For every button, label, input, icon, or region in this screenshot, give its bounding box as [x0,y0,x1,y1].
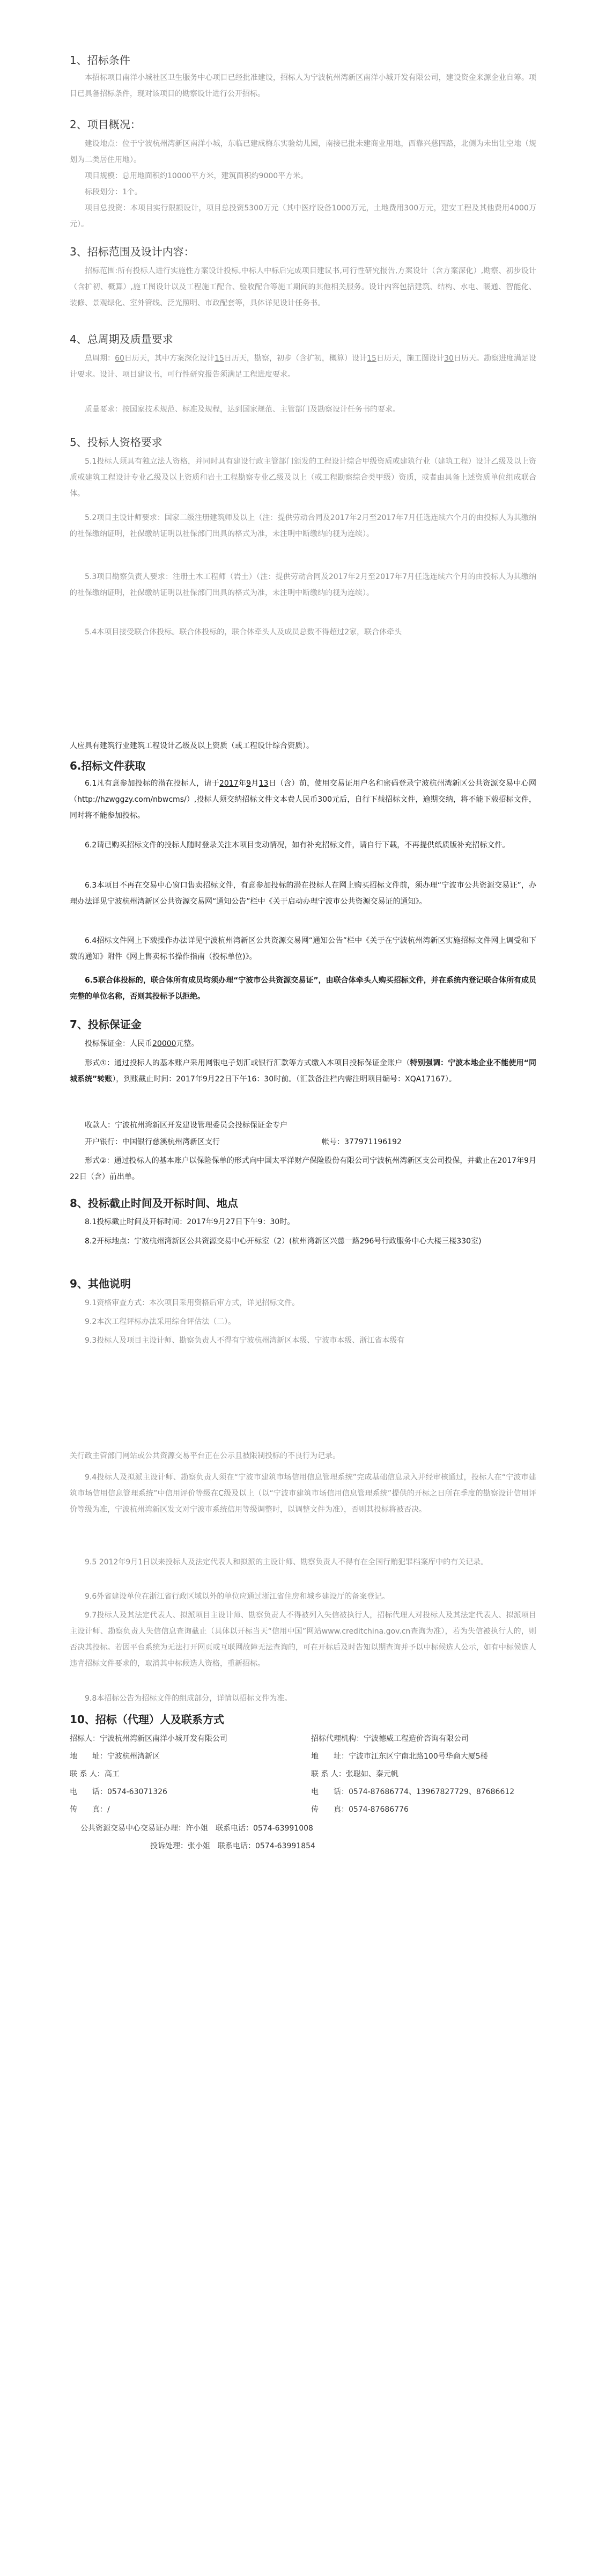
section-9-2: 9.2本次工程评标办法采用综合评估法（二）。 [85,1318,236,1326]
deadline-day: 13 [258,779,269,788]
section-6-title: 6.招标文件获取 [70,759,146,772]
section-3-scope: 招标范围:所有投标人进行实施性方案设计投标,中标人中标后完成项目建议书,可行性研究报告,方案设计（含方案深化）,勘察、初步设计（含扩初、概算）,施工图设计以及工程施工配合、验收配合等施工期间的其他相关服务。设计内容包括建筑、结构、水电、暖通、智能化、装修、景观绿化、室外管线、泛光照明、市政配套等，具体详见设计任务书。 [70,267,536,308]
deposit-account-number: 帐号：377971196192 [322,1138,402,1146]
contact-row-fax [70,1802,536,1818]
section-8-title: 8、投标截止时间及开标时间、地点 [70,1197,238,1210]
section-8-2: 8.2开标地点：宁波杭州湾新区公共资源交易中心开标室（2）(杭州湾新区兴慈一路296号行政服务中心大楼三楼330室) [85,1237,482,1246]
section-9-6: 9.6外省建设单位在浙江省行政区域以外的单位应通过浙江省住房和城乡建设厅的备案登记。 [85,1592,390,1601]
construction-days: 30 [444,354,454,363]
section-4-quality: 质量要求：按国家技术规范、标准及规程，达到国家规范、主管部门及勘察设计任务书的要求。 [85,405,400,414]
section-5-1: 5.1投标人须具有独立法人资格，并同时具有建设行政主管部门颁发的工程设计综合甲级资质或建筑行业（建筑工程）设计乙级及以上资质或建筑工程设计专业乙级及以上资质和岩土工程勘察专业乙级及以上（或工程勘察综合类甲级）资质，或者由具备上述资质单位组成联合体。 [70,457,536,498]
contact-row-complaints [70,1838,536,1854]
tenderer-address: 地 址：宁波杭州湾新区 [70,1752,160,1761]
contact-row-address [70,1748,536,1765]
transfer-warning: 特别强调：宁波本地企业不能使用“同城系统”转账 [70,1059,536,1084]
tenderer-contact: 联 系 人：高工 [70,1770,120,1779]
deposit-bank: 开户银行：中国银行慈溪杭州湾新区支行 [85,1138,220,1146]
agency-name: 招标代理机构：宁波德威工程造价咨询有限公司 [311,1735,469,1743]
section-6-4: 6.4招标文件网上下载操作办法详见宁波杭州湾新区公共资源交易网“通知公告”栏中《关于在宁波杭州湾新区实施招标文件网上调受和下载的通知》附件《网上售卖标书操作指南（投标单位)》。 [70,936,536,961]
deadline-year: 2017 [219,779,239,788]
section-2-scale: 项目规模：总用地面积约10000平方米，建筑面积约9000平方米。 [85,172,308,180]
contact-row-phone [70,1784,536,1800]
section-5-2: 5.2项目主设计师要求：国家二级注册建筑师及以上（注：提供劳动合同及2017年2月至2017年7月任选连续六个月的由投标人为其缴纳的社保缴纳证明，社保缴纳证明以社保部门出具的格式为准，未注明中断缴纳的视为连续）。 [70,514,536,538]
exchange-center-contact: 公共资源交易中心交易证办理：许小姐 联系电话：0574-63991008 [80,1824,313,1833]
section-3-title: 3、招标范围及设计内容： [70,245,195,258]
section-6-3: 6.3本项目不再在交易中心窗口售卖招标文件，有意参加投标的潜在投标人在网上购买招标文件前，须办理“宁波市公共资源交易证”，办理办法详见宁波杭州湾新区公共资源交易网“通知公告”栏中《关于启动办理宁波市公共资源交易证的通知》。 [70,881,536,906]
deposit-account-name: 收款人：宁波杭州湾新区开发建设管理委员会投标保证金专户 [85,1121,287,1130]
deposit-amount: 20000 [152,1040,176,1048]
section-1-text: 本招标项目南洋小城社区卫生服务中心项目已经批准建设，招标人为宁波杭州湾新区南洋小城开发有限公司，建设资金来源企业自筹。项目已具备招标条件，现对该项目的勘察设计进行公开招标。 [70,74,536,98]
section-10-title: 10、招标（代理）人及联系方式 [70,1713,224,1726]
tenderer-fax: 传 真：/ [70,1805,110,1814]
tenderer-name: 招标人：宁波杭州湾新区南洋小城开发有限公司 [70,1735,227,1743]
section-9-title: 9、其他说明 [70,1277,131,1290]
section-5-4a: 5.4本项目接受联合体投标。联合体投标的，联合体牵头人及成员总数不得超过2家，联合体牵头 [85,628,402,636]
section-4-title: 4、总周期及质量要求 [70,333,173,346]
total-days: 60 [115,354,124,363]
scheme-days: 15 [215,354,224,363]
section-6-2: 6.2请已购买招标文件的投标人随时登录关注本项目变动情况，如有补充招标文件，请自行下载，不再提供纸质版补充招标文件。 [85,841,510,850]
section-5-4b: 人应具有建筑行业建筑工程设计乙级及以上资质（或工程设计综合资质）。 [70,742,314,750]
section-5-title: 5、投标人资格要求 [70,436,162,449]
section-9-4: 9.4投标人及拟派主设计师、勘察负责人须在“宁波市建筑市场信用信息管理系统”完成基础信息录入并经审核通过，投标人在“宁波市建筑市场信用信息管理系统”中信用评价等级在C级及以上（以“宁波市建筑市场信用信息管理系统”提供的开标之日所在季度的勘察设计信用评价等级为准，宁波杭州湾新区发文对宁波市系统信用等级调整时，以调整文件为准），否则其投标将被否决。 [70,1473,536,1514]
contact-row-person [70,1766,536,1782]
deposit-bank-row [70,1134,536,1150]
section-6-5: 6.5联合体投标的，联合体所有成员均须办理“宁波市公共资源交易证”，由联合体牵头人购买招标文件，并在系统内登记联合体所有成员完整的单位名称，否则其投标予以拒绝。 [70,976,536,1001]
section-9-7: 9.7投标人及其法定代表人、拟派项目主设计师、勘察负责人不得被列入失信被执行人，招标代理人对投标人及其法定代表人、拟派项目主设计师、勘察负责人失信信息查询截止（具体以开标当天“信用中国”网站www.creditchina.gov.cn查询为准），若为失信被执行人的，则否决其投标。若因平台系统为无法打开网页或互联网故障无法查询的，可在开标后及时告知以期查询并予以中标候选人公示，如有中标候选人违背招标文件要求的，取消其中标候选人资格，重新招标。 [70,1611,536,1668]
complaints-contact: 投诉处理：张小姐 联系电话：0574-63991854 [150,1842,315,1850]
deposit-amount-line: 投标保证金：人民币20000元整。 [85,1040,199,1048]
deadline-month: 9 [246,779,252,788]
section-9-3a: 9.3投标人及项目主设计师、勘察负责人不得有宁波杭州湾新区本级、宁波市本级、浙江省本级有 [85,1336,405,1345]
agency-address: 地 址：宁波市江东区宁南北路100号华商大厦5楼 [311,1752,488,1761]
deposit-method-1: 形式①：通过投标人的基本账户采用网银电子划汇或银行汇款等方式缴入本项目投标保证金账户（特别强调：宁波本地企业不能使用“同城系统”转账），到账截止时间：2017年9月22日下午16：30时前。（汇款备注栏内需注明项目编号：XQA17167）。 [70,1059,536,1084]
section-1-title: 1、招标条件 [70,54,130,67]
agency-contact: 联 系 人：张聪如、秦元帆 [311,1770,398,1779]
contact-row-center [70,1820,536,1836]
section-4-period: 总周期：60日历天，其中方案深化设计15日历天，勘察，初步（含扩初，概算）设计15日历天，施工图设计30日历天。勘察进度满足设计要求。设计、项目建议书，可行性研究报告须满足工程进度要求。 [70,354,537,379]
prelim-days: 15 [367,354,376,363]
section-8-1: 8.1投标截止时间及开标时间：2017年9月27日下午9：30时。 [85,1218,295,1226]
section-9-5: 9.5 2012年9月1日以来投标人及法定代表人和拟派的主设计师、勘察负责人不得有在全国行贿犯罪档案库中的有关记录。 [85,1558,489,1567]
section-9-1: 9.1资格审查方式：本次项目采用资格后审方式，详见招标文件。 [85,1299,300,1307]
section-2-investment: 项目总投资：本项目实行限额设计，项目总投资5300万元（其中医疗设备1000万元，土地费用300万元，建安工程及其他费用4000万元）。 [70,204,536,229]
tenderer-phone: 电 话：0574-63071326 [70,1788,167,1796]
section-9-8: 9.8本招标公告为招标文件的组成部分，详情以招标文件为准。 [85,1694,292,1703]
section-5-3: 5.3项目勘察负责人要求：注册土木工程师（岩土）（注：提供劳动合同及2017年2月至2017年7月任选连续六个月的由投标人为其缴纳的社保缴纳证明，社保缴纳证明以社保部门出具的格式为准，未注明中断缴纳的视为连续）。 [70,573,536,597]
section-9-3b: 关行政主管部门网站或公共资源交易平台正在公示且被限制投标的不良行为记录。 [70,1452,340,1460]
section-2-lots: 标段划分：1个。 [85,188,142,196]
deposit-method-2: 形式②：通过投标人的基本账户以保险保单的形式向中国太平洋财产保险股份有限公司宁波杭州湾新区支公司投保，并截止在2017年9月22日（含）前出单。 [70,1157,536,1181]
section-6-1: 6.1凡有意参加投标的潜在投标人，请于2017年9月13日（含）前，使用交易证用户名和密码登录宁波杭州湾新区公共资源交易中心网（http://hzwggzy.com/nbwcms/）,投标人须交纳招标文件文本费人民币300元后，自行下载招标文件，逾期交纳，将不能下载招标文件，同时将不能参加投标。 [70,779,537,820]
section-2-title: 2、项目概况： [70,118,141,131]
contact-row-org [70,1731,536,1747]
section-7-title: 7、投标保证金 [70,1018,142,1031]
section-2-location: 建设地点：位于宁波杭州湾新区南洋小城，东临已建成梅东实验幼儿园，南接已批未建商业用地，西靠兴慈四路，北侧为未出让空地（规划为二类居住用地）。 [70,140,536,164]
agency-fax: 传 真：0574-87686776 [311,1805,409,1814]
agency-phone: 电 话：0574-87686774、13967827729、87686612 [311,1788,515,1796]
